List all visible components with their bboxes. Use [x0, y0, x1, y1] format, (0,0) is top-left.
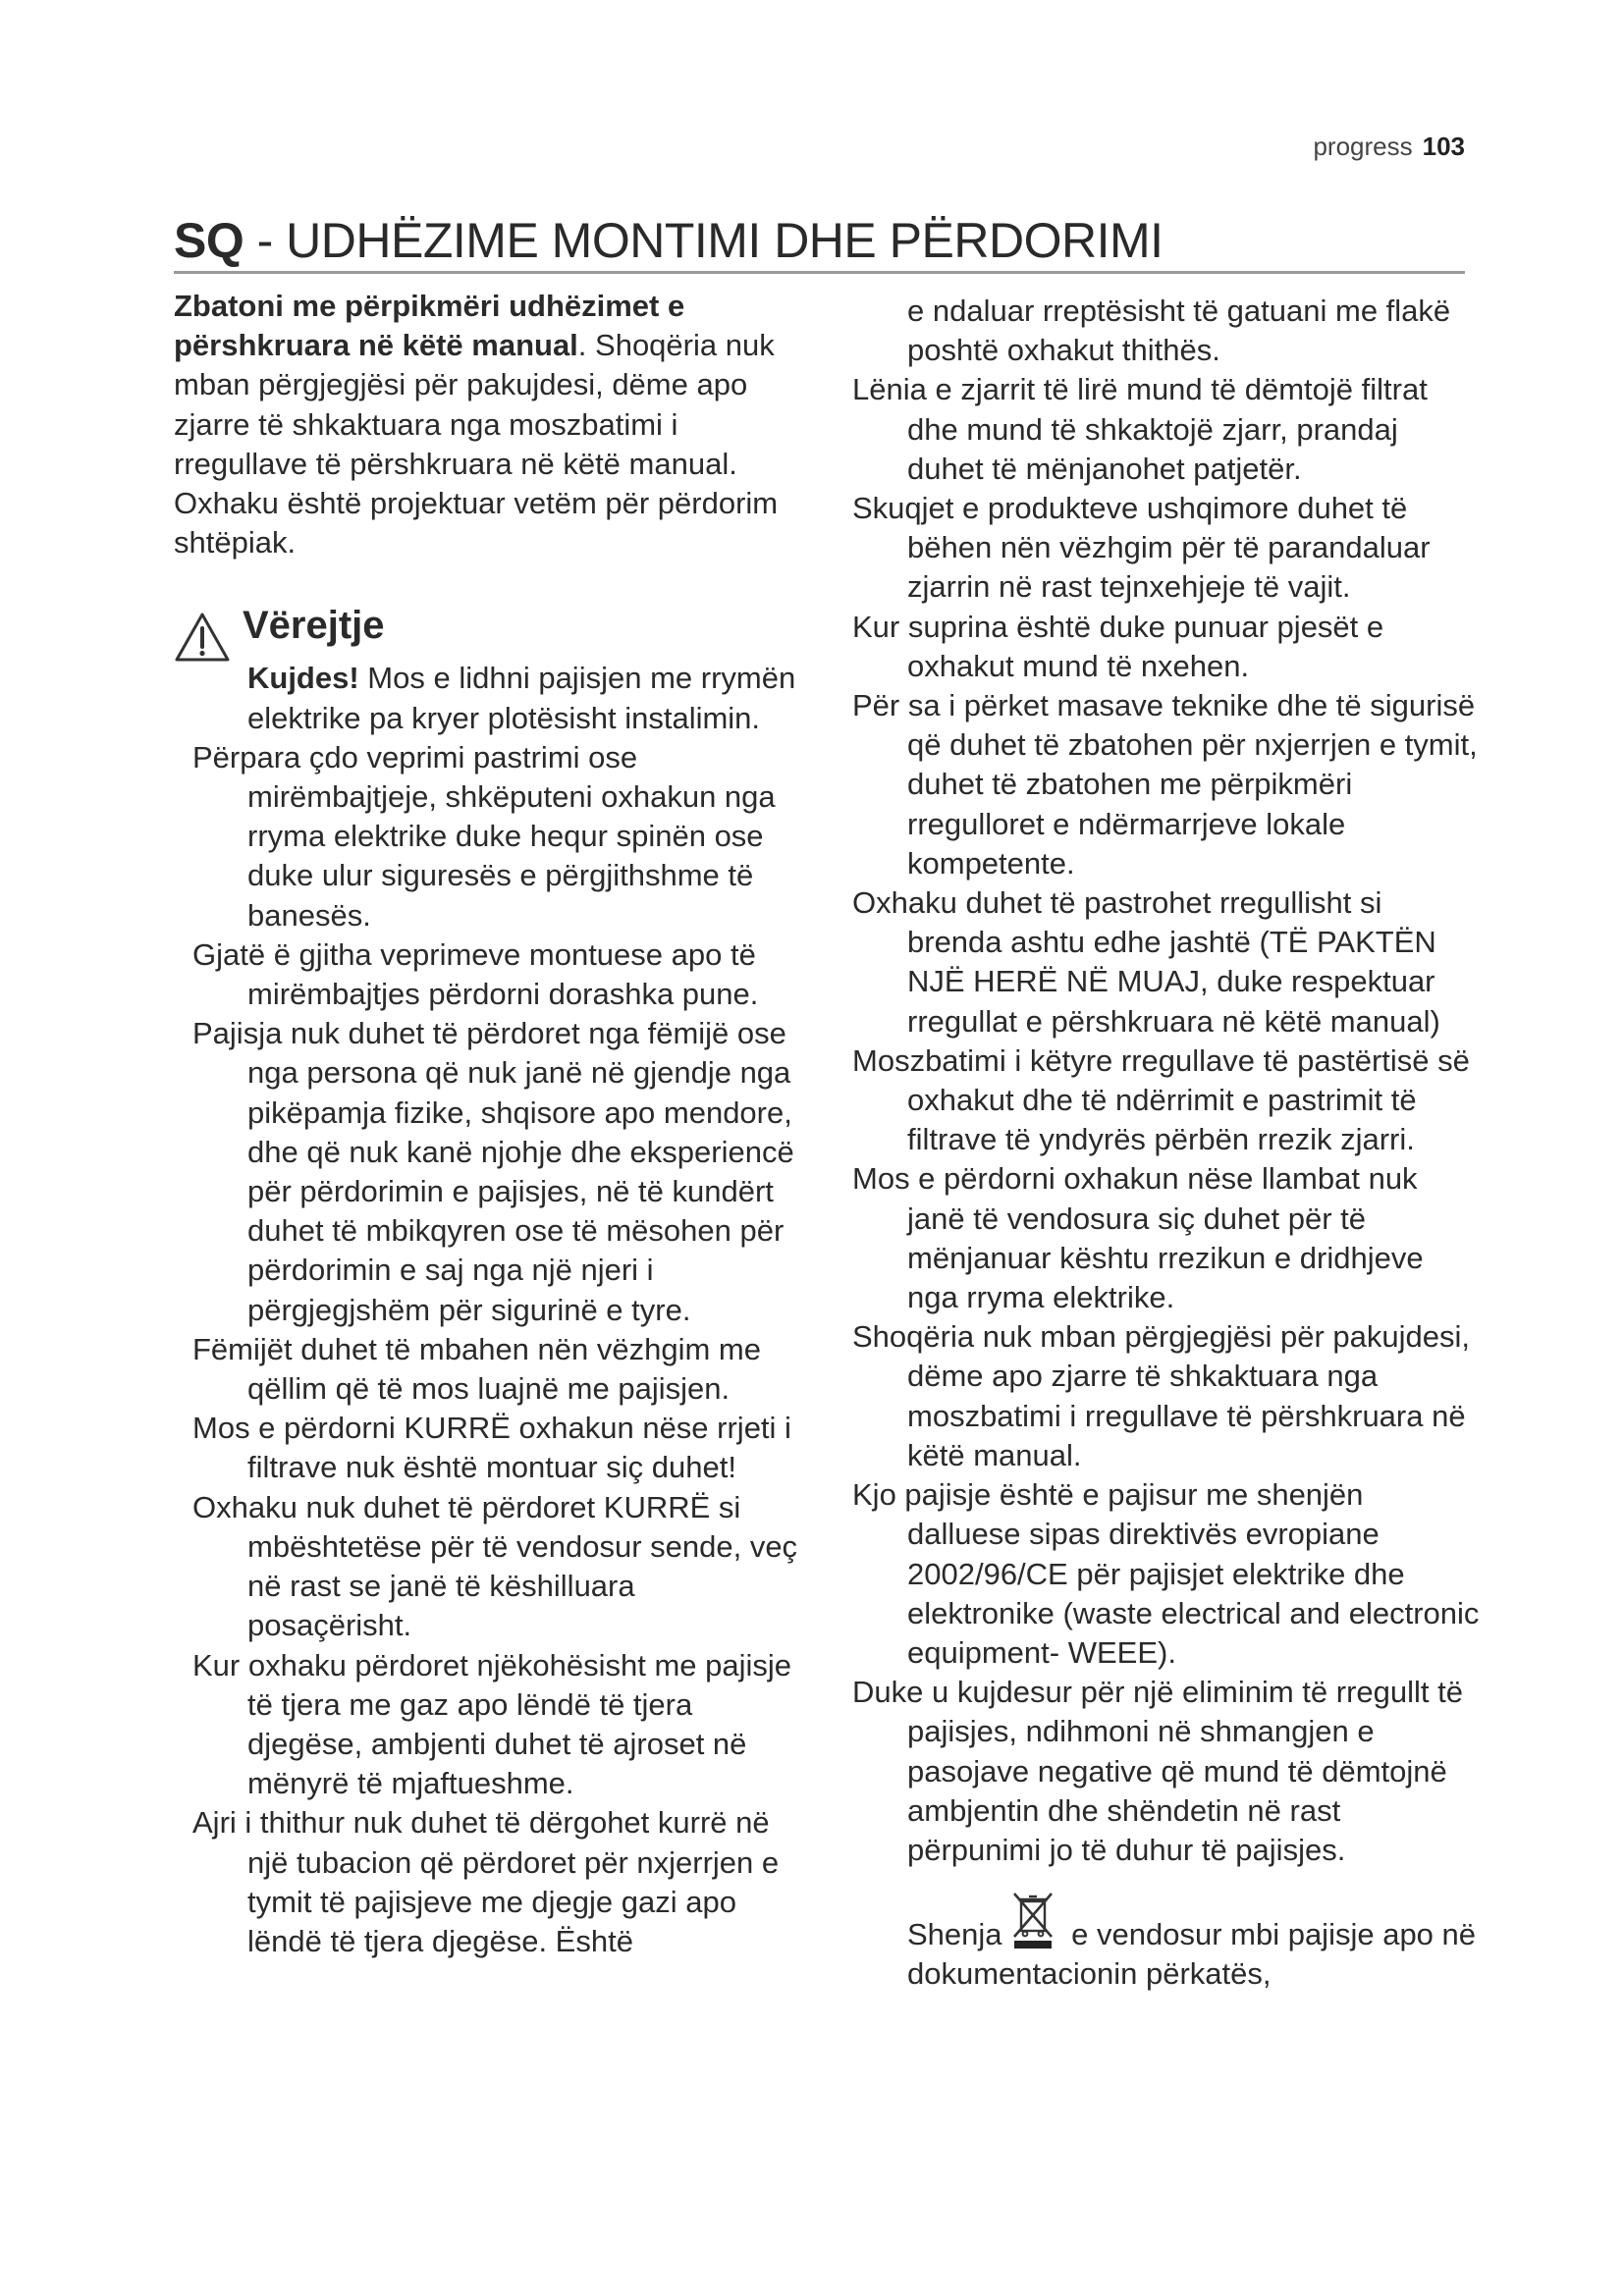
- warning-item: Për sa i përket masave teknike dhe të sigurisë që duhet të zbatohen për nxjerrjen e tymit, duhet të zbatohen me përpikmëri rregulloret e ndërmarrjeve lokale kompetente.: [852, 688, 1478, 881]
- intro-paragraph: [174, 287, 802, 562]
- warning-item: Skuqjet e produkteve ushqimore duhet të bëhen nën vëzhgim për të parandaluar zjarrin në rast tejnxehjeje të vajit.: [852, 491, 1431, 605]
- page-header: [1313, 132, 1465, 162]
- warning-item: [174, 659, 802, 737]
- weee-symbol-paragraph: [852, 1890, 1481, 1994]
- warning-item: Përpara çdo veprimi pastrimi ose mirëmbajtjeje, shkëputeni oxhakun nga rryma elektrike duke hequr spinën ose duke ulur siguresës e përgjithshme të banesës.: [192, 739, 776, 933]
- warning-item: Mos e përdorni KURRË oxhakun nëse rrjeti i filtrave nuk është montuar siç duhet!: [192, 1411, 791, 1485]
- continued-text: e ndaluar rreptësisht të gatuani me flakë poshtë oxhakut thithës.: [907, 294, 1451, 368]
- left-column: [174, 287, 802, 1961]
- warning-item: Moszbatimi i këtyre rregullave të pastërtisë së oxhakut dhe të ndërrimit e pastrimit të filtrave të yndyrës përbën rrezik zjarri.: [852, 1042, 1470, 1157]
- warning-item: Kur suprina është duke punuar pjesët e oxhakut mund të nxehen.: [852, 609, 1384, 683]
- shenja-label: Shenja: [907, 1917, 1002, 1952]
- warning-item: Duke u kujdesur për një eliminim të rregullt të pajisjes, ndihmoni në shmangjen e pasojave negative që mund të dëmtojnë ambjentin dhe shëndetin në rast përpunimi jo të duhur të pajisjes.: [852, 1675, 1463, 1867]
- crossed-out-wheelie-bin-icon: [1008, 1890, 1057, 1950]
- intro-bold: Zbatoni me përpikmëri udhëzimet e përshkruara në këtë manual: [174, 289, 685, 363]
- warning-lead: Kujdes!: [247, 661, 359, 696]
- warning-list: [174, 659, 802, 1961]
- warning-item: Ajri i thithur nuk duhet të dërgohet kurrë në një tubacion që përdoret për nxjerrjen e tymit të pajisjeve me djegje gazi apo lëndë të tjera djegëse. Është: [192, 1805, 780, 1958]
- title-divider: [174, 271, 1465, 274]
- page-title: [174, 212, 1164, 269]
- warning-item: Pajisja nuk duhet të përdoret nga fëmijë ose nga persona që nuk janë në gjendje nga pikëpamja fizike, shqisore apo mendore, dhe që nuk kanë njohje dhe eksperiencë për përdorimin e pajisjes, në të kundërt duhet të mbikqyren ose të mësohen për përdorimin e saj nga një njeri i përgjegjshëm për sigurinë e tyre.: [192, 1016, 794, 1327]
- warning-item: Shoqëria nuk mban përgjegjësi për pakujdesi, dëme apo zjarre të shkaktuara nga moszbatimi i rregullave të përshkruara në këtë manual.: [852, 1319, 1471, 1472]
- right-column: [852, 292, 1481, 2025]
- warning-item: Fëmijët duhet të mbahen nën vëzhgim me qëllim që të mos luajnë me pajisjen.: [192, 1331, 761, 1407]
- section-name: progress: [1313, 132, 1413, 161]
- warning-item: Kjo pajisje është e pajisur me shenjën dalluese sipas direktivës evropiane 2002/96/CE për pajisjet elektrike dhe elektronike (waste electrical and electronic equipment- WEEE).: [852, 1477, 1480, 1670]
- warning-item: Mos e përdorni oxhakun nëse llambat nuk janë të vendosura siç duhet për të mënjanuar kështu rrezikun e dridhjeve nga rryma elektrike.: [852, 1161, 1424, 1315]
- warning-item: Gjatë ë gjitha veprimeve montuese apo të mirëmbajtjes përdorni dorashka pune.: [192, 936, 759, 1012]
- warning-item: Oxhaku duhet të pastrohet rregullisht si brenda ashtu edhe jashtë (TË PAKTËN NJË HERË NË MUAJ, duke respektuar rregullat e përshkruara në këtë manual): [852, 885, 1440, 1039]
- warning-item: Oxhaku nuk duhet të përdoret KURRË si mbështetëse për të vendosur sende, veç në rast se janë të këshilluara posaçërisht.: [192, 1489, 798, 1643]
- intro-text: . Shoqëria nuk mban përgjegjësi për pakujdesi, dëme apo zjarre të shkaktuara nga moszbatimi i rregullave të përshkruara në këtë manual. Oxhaku është projektuar vetëm për përdorim shtëpiak.: [174, 328, 779, 561]
- shenja-text: e vendosur mbi pajisje apo në dokumentacionin përkatës,: [907, 1917, 1477, 1992]
- warning-item-text: Mos e lidhni pajisjen me rrymën elektrike pa kryer plotësisht instalimin.: [247, 661, 796, 735]
- warning-item: Kur oxhaku përdoret njëkohësisht me pajisje të tjera me gaz apo lëndë të tjera djegëse, ambjenti duhet të ajroset në mënyrë të mjaftueshme.: [192, 1647, 792, 1801]
- warning-title: Vërejtje: [243, 604, 385, 648]
- page-number: 103: [1422, 132, 1465, 161]
- warning-item: Lënia e zjarrit të lirë mund të dëmtojë filtrat dhe mund të shkaktojë zjarr, prandaj duhet të mënjanohet patjetër.: [852, 372, 1428, 486]
- language-code: SQ: [174, 213, 244, 268]
- warning-triangle-icon: [174, 612, 231, 663]
- title-text: - UDHËZIME MONTIMI DHE PËRDORIMI: [244, 213, 1164, 268]
- warning-heading: [174, 604, 802, 659]
